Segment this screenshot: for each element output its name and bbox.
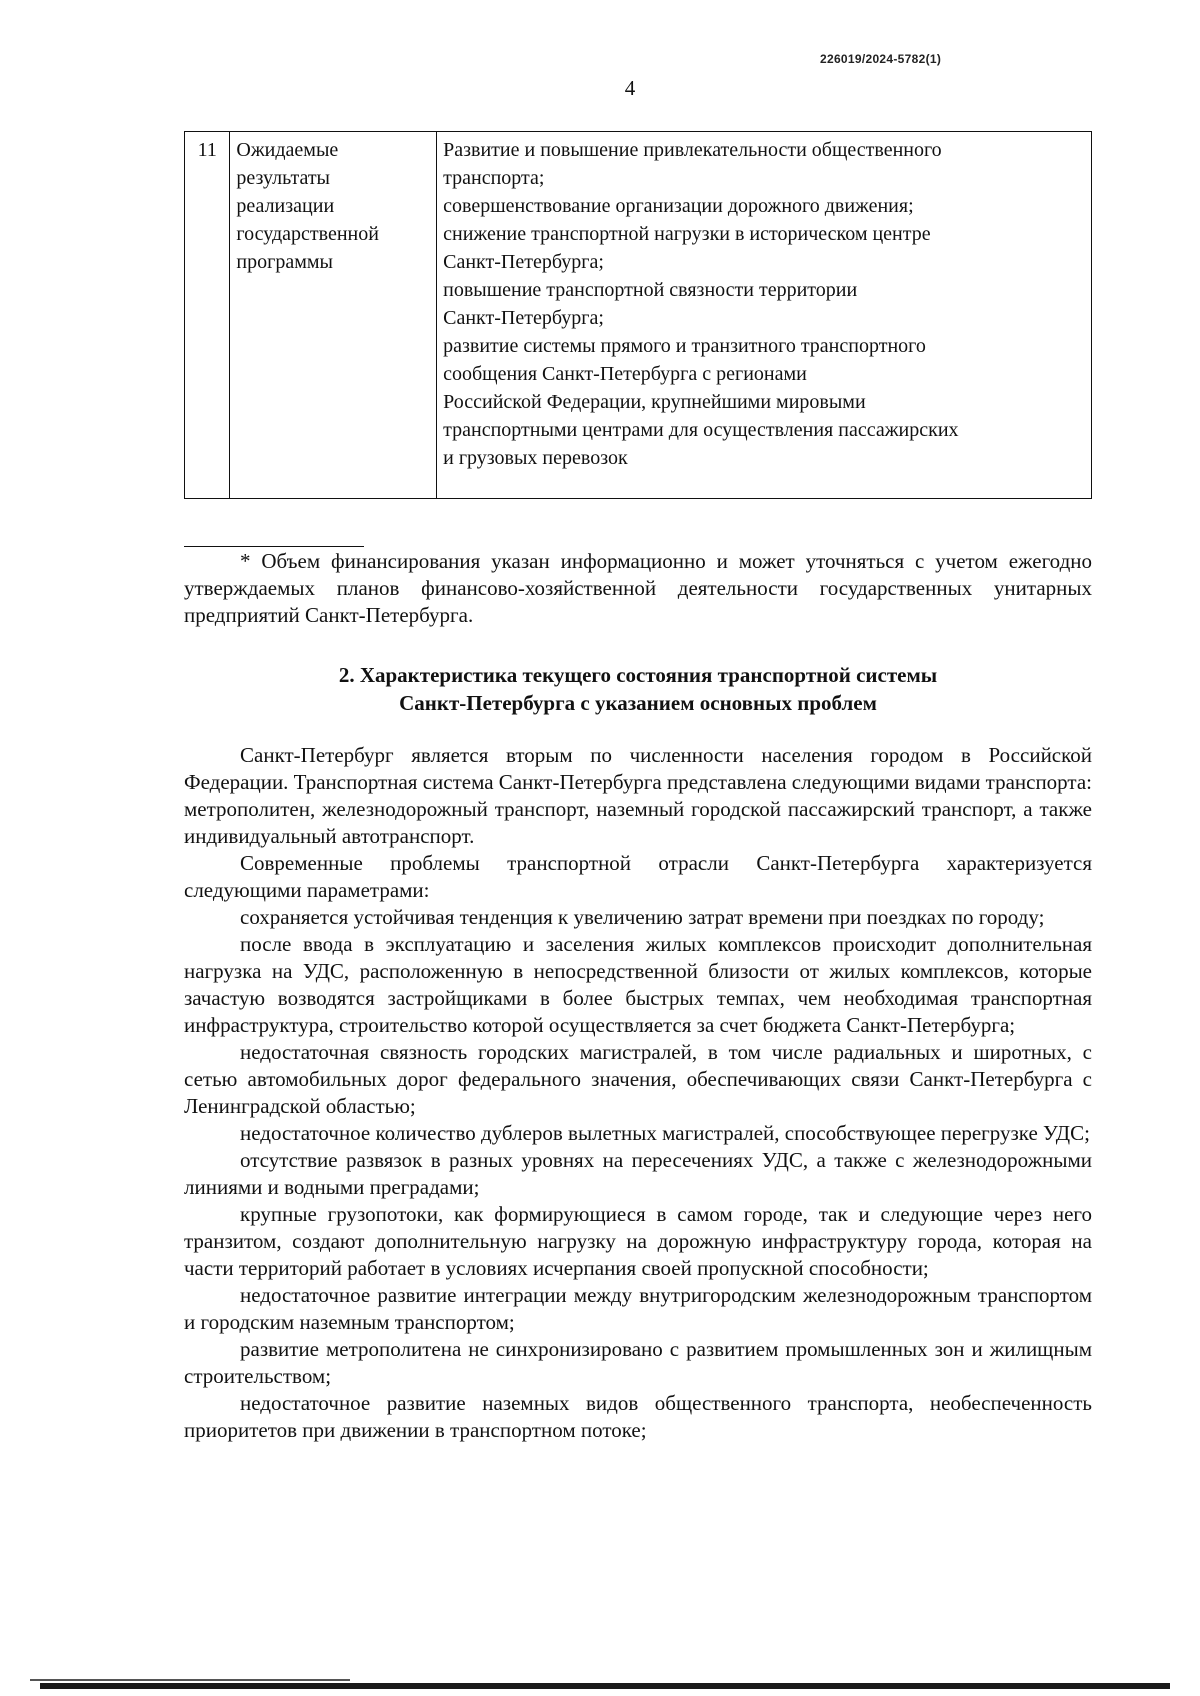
label-line: программы (236, 251, 333, 273)
content-line: Развитие и повышение привлекательности общественного (443, 139, 942, 161)
content-line: совершенствование организации дорожного движения; (443, 195, 914, 217)
label-line: Ожидаемые (236, 139, 339, 161)
content-line: Санкт-Петербурга; (443, 307, 604, 329)
document-id: 226019/2024-5782(1) (820, 52, 942, 66)
paragraph: развитие метрополитена не синхронизировано с развитием промышленных зон и жилищным строительством; (184, 1337, 1092, 1388)
footnote-divider (184, 546, 364, 547)
section-body (184, 742, 1092, 1444)
section-heading-line: Санкт-Петербурга с указанием основных проблем (399, 691, 877, 715)
label-line: результаты (236, 167, 330, 189)
content-line: Санкт-Петербурга; (443, 251, 604, 273)
content-line: развитие системы прямого и транзитного транспортного (443, 335, 926, 357)
paragraph: после ввода в эксплуатацию и заселения жилых комплексов происходит дополнительная нагрузка на УДС, расположенную в непосредственной близости от жилых комплексов, которые зачастую возводятся застройщиками в более быстрых темпах, чем необходимая транспортная инфраструктура, строительство которой осуществляется за счет бюджета Санкт-Петербурга; (184, 932, 1092, 1037)
paragraph: Санкт-Петербург является вторым по численности населения городом в Российской Федерации. Транспортная система Санкт-Петербурга представлена следующими видами транспорта: метрополитен, железнодорожный транспорт, наземный городской пассажирский транспорт, а также индивидуальный автотранспорт. (184, 743, 1092, 848)
label-line: реализации (236, 195, 335, 217)
section-heading-line: 2. Характеристика текущего состояния транспортной системы (338, 663, 938, 687)
paragraph: Современные проблемы транспортной отрасли Санкт-Петербурга характеризуется следующими параметрами: (184, 851, 1092, 902)
row-number-cell: 11 (185, 132, 230, 499)
scan-edge-artifact (30, 1679, 350, 1681)
program-summary-table (184, 131, 1092, 499)
label-line: государственной (236, 223, 379, 245)
paragraph: отсутствие развязок в разных уровнях на пересечениях УДС, а также с железнодорожными линиями и водными преградами; (184, 1148, 1092, 1199)
footnote: * Объем финансирования указан информационно и может уточняться с учетом ежегодно утверждаемых планов финансово-хозяйственной деятельности государственных унитарных предприятий Санкт-Петербурга. (184, 549, 1092, 627)
paragraph: недостаточное развитие наземных видов общественного транспорта, необеспеченность приоритетов при движении в транспортном потоке; (184, 1391, 1092, 1442)
row-label-cell (230, 132, 437, 499)
paragraph: сохраняется устойчивая тенденция к увеличению затрат времени при поездках по городу; (240, 905, 1045, 929)
content-line: Российской Федерации, крупнейшими мировыми (443, 391, 866, 413)
content-line: транспорта; (443, 167, 545, 189)
page-number: 4 (624, 76, 636, 100)
content-line: снижение транспортной нагрузки в историческом центре (443, 223, 931, 245)
paragraph: недостаточная связность городских магистралей, в том числе радиальных и широтных, с сетью автомобильных дорог федерального значения, обеспечивающих связи Санкт-Петербурга с Ленинградской областью; (184, 1040, 1092, 1118)
content-line: сообщения Санкт-Петербурга с регионами (443, 363, 807, 385)
paragraph: крупные грузопотоки, как формирующиеся в самом городе, так и следующие через него транзитом, создают дополнительную нагрузку на дорожную инфраструктуру города, которая на части территорий работает в условиях исчерпания своей пропускной способности; (184, 1202, 1092, 1280)
scan-edge-artifact (40, 1683, 1170, 1689)
row-content-cell (437, 132, 1092, 499)
content-line: повышение транспортной связности территории (443, 279, 858, 301)
content-line: и грузовых перевозок (443, 447, 628, 469)
paragraph: недостаточное развитие интеграции между внутригородским железнодорожным транспортом и городским наземным транспортом; (184, 1283, 1092, 1334)
paragraph: недостаточное количество дублеров вылетных магистралей, способствующее перегрузке УДС; (240, 1121, 1090, 1145)
table-row (185, 132, 1092, 499)
content-line: транспортными центрами для осуществления пассажирских (443, 419, 959, 441)
section-heading (184, 661, 1092, 717)
